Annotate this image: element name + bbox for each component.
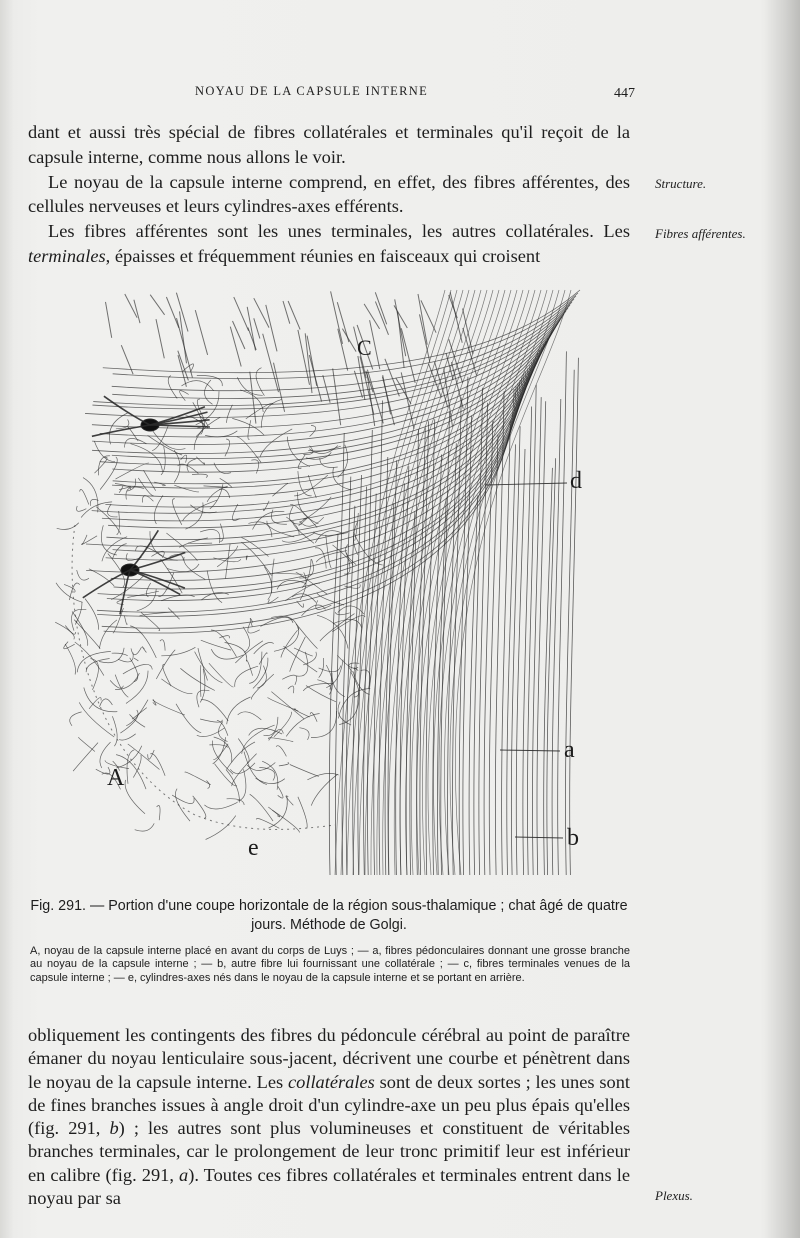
fiber-stroke — [209, 745, 227, 748]
fiber-stroke — [249, 652, 262, 684]
fiber-stroke — [77, 506, 87, 511]
fiber-stroke — [237, 437, 261, 463]
fiber-stroke — [77, 652, 111, 673]
fiber-stroke — [207, 781, 210, 789]
fiber-stroke — [298, 797, 307, 829]
fiber-stroke — [168, 608, 179, 619]
fiber-stroke — [128, 744, 160, 770]
label-e: e — [248, 835, 259, 861]
fiber-stroke — [303, 652, 316, 665]
paragraph-afferent-fibres — [28, 219, 630, 269]
fiber-stroke — [276, 746, 286, 757]
fiber-stroke — [150, 295, 164, 315]
fiber-stroke — [192, 474, 207, 477]
fiber-stroke — [65, 626, 75, 635]
fiber-stroke — [130, 553, 185, 571]
fiber-stroke — [227, 799, 245, 805]
fiber-stroke — [558, 351, 567, 875]
emphasis-a: a — [179, 1164, 189, 1185]
fiber-stroke — [233, 321, 245, 349]
fiber-stroke — [463, 328, 477, 375]
fiber-stroke — [135, 823, 155, 831]
fiber-stroke — [156, 319, 164, 358]
fiber-stroke — [266, 305, 277, 352]
fiber-stroke — [268, 698, 299, 711]
fiber-stroke — [243, 627, 250, 653]
fiber-stroke — [256, 368, 264, 396]
fiber-stroke — [142, 496, 153, 503]
fiber-stroke — [204, 486, 228, 487]
fiber-stroke — [235, 666, 258, 687]
fiber-stroke — [316, 551, 347, 563]
fiber-stroke — [246, 556, 247, 560]
fiber-drawing — [55, 290, 580, 875]
fiber-stroke — [197, 375, 222, 386]
text-run: ). Toutes ces fibres collatérales et terminales entrent dans le noyau par sa — [28, 1164, 630, 1209]
fiber-stroke — [126, 671, 148, 704]
text-run: , épaisses et fréquemment réunies en faisceaux qui croisent — [105, 245, 541, 266]
fiber-stroke — [227, 405, 233, 423]
fiber-stroke — [272, 483, 287, 496]
fiber-stroke — [154, 482, 165, 486]
fiber-stroke — [64, 584, 75, 592]
fiber-stroke — [311, 774, 337, 805]
fiber-stroke — [174, 450, 180, 482]
page-number: 447 — [614, 86, 635, 101]
fiber-stroke — [153, 700, 185, 715]
fiber-stroke — [278, 786, 283, 798]
fiber-stroke — [254, 642, 274, 653]
fiber-stroke — [134, 658, 138, 661]
fiber-stroke — [106, 302, 112, 338]
fiber-stroke — [382, 377, 394, 426]
fiber-stroke — [394, 305, 407, 328]
fiber-stroke — [269, 796, 288, 828]
fiber-stroke — [570, 358, 579, 875]
fiber-stroke — [112, 323, 558, 459]
fiber-stroke — [117, 511, 120, 535]
fiber-stroke — [364, 304, 380, 329]
fiber-stroke — [99, 620, 117, 649]
fiber-stroke — [207, 570, 222, 602]
fiber-stroke — [57, 523, 79, 530]
fiber-stroke — [309, 355, 321, 402]
fiber-stroke — [104, 396, 150, 425]
fiber-stroke — [112, 299, 574, 399]
fiber-stroke — [195, 652, 223, 683]
fiber-stroke — [133, 755, 141, 778]
fiber-stroke — [317, 680, 330, 690]
fiber-stroke — [377, 290, 487, 875]
fiber-stroke — [166, 297, 179, 328]
fiber-stroke — [204, 802, 237, 809]
fiber-stroke — [326, 535, 332, 568]
running-header — [195, 82, 635, 102]
fiber-stroke — [168, 376, 177, 399]
fiber-stroke — [188, 543, 212, 544]
fiber-stroke — [160, 640, 165, 651]
fiber-stroke — [110, 680, 123, 688]
text-run: obliquement les contingents des fibres du pédoncule cérébral au point de paraître émaner du noyau lenticulaire sous-jacent, décrivent une courbe et pénètrent dans le noyau de la capsule interne. Les — [28, 1025, 630, 1092]
label-d: d — [570, 468, 582, 494]
fiber-stroke — [209, 663, 234, 687]
fiber-stroke — [310, 425, 316, 436]
fiber-stroke — [260, 429, 292, 457]
fiber-stroke — [194, 417, 220, 450]
paragraph-continuation: dant et aussi très spécial de fibres collatérales et terminales qu'il reçoit de la capsule interne, comme nous allons le voir. — [28, 122, 630, 167]
fiber-stroke — [283, 301, 290, 324]
fiber-stroke — [124, 616, 127, 625]
golgi-histology-figure — [45, 285, 600, 885]
fiber-stroke — [290, 637, 306, 672]
paragraph-collaterals — [28, 1024, 630, 1210]
fiber-stroke — [180, 668, 214, 690]
fiber-stroke — [342, 329, 356, 352]
label-c: C — [357, 335, 372, 360]
fiber-stroke — [185, 772, 211, 785]
fiber-stroke — [181, 455, 187, 463]
fiber-stroke — [333, 369, 341, 426]
fiber-stroke — [263, 334, 279, 392]
fiber-stroke — [537, 401, 546, 875]
margin-note-plexus: Plexus. — [655, 1188, 693, 1203]
fiber-stroke — [259, 768, 275, 781]
fiber-stroke — [238, 712, 262, 720]
text-run: ) ; les autres sont plus volumineuses et constituent de véritables branches terminales, car le prolongement de leur tronc primitif leur est inférieur en calibre (fig. 291, — [28, 1118, 630, 1185]
fiber-stroke — [299, 728, 309, 740]
fiber-stroke — [254, 298, 269, 327]
fiber-stroke — [298, 471, 312, 496]
fiber-stroke — [152, 429, 186, 449]
fiber-stroke — [307, 773, 338, 779]
fiber-stroke — [100, 699, 113, 707]
fiber-stroke — [198, 648, 208, 680]
fiber-stroke — [268, 807, 280, 817]
fiber-stroke — [515, 837, 563, 838]
fiber-stroke — [70, 712, 82, 726]
fiber-stroke — [282, 675, 296, 685]
fiber-stroke — [119, 734, 136, 740]
fiber-stroke — [130, 570, 180, 595]
fiber-stroke — [274, 627, 299, 651]
fiber-stroke — [180, 391, 189, 401]
fiber-stroke — [115, 675, 128, 698]
fiber-stroke — [167, 564, 199, 572]
fiber-stroke — [186, 503, 204, 530]
fiber-stroke — [121, 345, 133, 374]
fiber-stroke — [103, 290, 580, 373]
fiber-stroke — [271, 692, 304, 719]
fiber-stroke — [180, 311, 187, 363]
fiber-stroke — [308, 475, 316, 498]
fiber-stroke — [156, 650, 175, 679]
fiber-stroke — [502, 421, 511, 875]
fiber-stroke — [375, 302, 388, 335]
fiber-stroke — [197, 728, 225, 737]
fiber-stroke — [116, 419, 129, 428]
fiber-stroke — [439, 290, 553, 875]
fiber-stroke — [418, 294, 427, 345]
fiber-stroke — [227, 742, 255, 769]
fiber-stroke — [200, 529, 220, 543]
fiber-stroke — [212, 741, 233, 775]
fiber-stroke — [83, 570, 130, 598]
fiber-stroke — [288, 301, 300, 329]
fiber-stroke — [262, 761, 278, 790]
fiber-stroke — [235, 641, 263, 663]
fiber-stroke — [161, 679, 192, 694]
fiber-stroke — [232, 754, 257, 787]
fiber-stroke — [211, 649, 244, 659]
fiber-stroke — [120, 710, 138, 733]
fiber-stroke — [211, 630, 237, 657]
label-a: a — [564, 737, 575, 763]
fiber-stroke — [297, 601, 304, 607]
running-title: NOYAU DE LA CAPSULE INTERNE — [195, 84, 429, 98]
fiber-stroke — [527, 385, 536, 875]
text-run: sont de deux sortes ; les unes sont de fines branches issues à angle droit d'un cylindre-axe un peu plus épais qu'elles (fig. 291, — [28, 1071, 630, 1139]
fiber-stroke — [131, 647, 142, 655]
fiber-stroke — [257, 666, 266, 689]
label-A: A — [107, 765, 125, 791]
margin-note-structure: Structure. — [655, 176, 707, 191]
fiber-stroke — [256, 819, 279, 829]
fiber-stroke — [313, 532, 348, 536]
label-b: b — [567, 825, 579, 851]
fiber-stroke — [113, 608, 124, 633]
fiber-stroke — [302, 559, 311, 588]
fiber-stroke — [234, 297, 249, 331]
fiber-stroke — [197, 690, 210, 707]
fiber-stroke — [323, 375, 330, 403]
fiber-stroke — [268, 738, 293, 742]
fiber-stroke — [85, 599, 99, 630]
fiber-stroke — [401, 372, 414, 428]
fiber-stroke — [200, 719, 222, 722]
fiber-stroke — [544, 468, 553, 875]
fiber-stroke — [112, 653, 128, 656]
fiber-stroke — [201, 700, 228, 721]
fiber-stroke — [253, 511, 285, 529]
fiber-stroke — [205, 431, 237, 437]
emphasis-collaterales: collatérales — [287, 1071, 375, 1092]
fiber-stroke — [200, 665, 201, 697]
fiber-stroke — [126, 487, 144, 500]
fiber-stroke — [55, 622, 74, 639]
fiber-stroke — [120, 570, 130, 614]
fiber-stroke — [248, 420, 251, 439]
fiber-stroke — [146, 583, 150, 597]
fiber-stroke — [254, 318, 260, 338]
fiber-stroke — [73, 743, 98, 772]
gutter-shadow — [764, 0, 800, 1238]
fiber-stroke — [375, 292, 386, 324]
fiber-stroke — [319, 658, 324, 678]
fiber-stroke — [154, 495, 163, 524]
fiber-stroke — [161, 647, 195, 656]
fiber-stroke — [420, 314, 430, 362]
emphasis-terminales: terminales — [28, 245, 106, 266]
fiber-stroke — [287, 437, 310, 467]
fiber-stroke — [64, 642, 75, 649]
fiber-stroke — [219, 636, 229, 639]
paragraph-structure: Le noyau de la capsule interne comprend, en effet, des fibres afférentes, des cellules nerveuses et leurs cylindres-axes efférents. — [28, 171, 630, 217]
fiber-stroke — [195, 310, 207, 355]
fiber-stroke — [161, 446, 165, 475]
fiber-stroke — [206, 816, 236, 840]
fiber-stroke — [401, 328, 415, 383]
fiber-stroke — [72, 612, 88, 646]
body-text-bottom — [28, 1024, 630, 1210]
margin-note-fibres-afferentes: Fibres afférentes. — [655, 226, 746, 241]
fiber-stroke — [196, 457, 204, 464]
fiber-stroke — [311, 711, 336, 737]
fiber-stroke — [127, 591, 158, 597]
fiber-stroke — [200, 669, 205, 703]
fiber-stroke — [296, 624, 318, 649]
fiber-stroke — [290, 765, 319, 777]
fiber-stroke — [98, 456, 110, 476]
fiber-stroke — [115, 673, 139, 689]
fiber-stroke — [77, 570, 89, 580]
fiber-stroke — [130, 626, 156, 658]
fiber-stroke — [256, 778, 285, 783]
fiber-stroke — [79, 737, 95, 751]
fiber-stroke — [331, 291, 343, 344]
fiber-stroke — [125, 780, 145, 814]
body-text-top — [28, 120, 630, 269]
fiber-stroke — [150, 754, 165, 776]
fiber-stroke — [395, 299, 406, 356]
fiber-stroke — [230, 327, 241, 367]
fiber-stroke — [108, 504, 118, 517]
fiber-stroke — [176, 704, 201, 733]
fiber-stroke — [225, 643, 247, 662]
fiber-stroke — [284, 646, 318, 672]
figure-legend: A, noyau de la capsule interne placé en avant du corps de Luys ; — a, fibres pédonculaires donnant une grosse branche au noyau de la capsule interne ; — b, autre fibre lui fournissant une collatérale ; — c, fibres terminales venues de la capsule interne ; — e, cylindres-axes nés dans le noyau de la capsule interne et se portant en arrière. — [30, 945, 630, 984]
fiber-stroke — [232, 504, 239, 521]
fiber-stroke — [288, 686, 294, 693]
fiber-stroke — [142, 647, 146, 653]
fiber-stroke — [157, 806, 160, 821]
fiber-stroke — [130, 530, 158, 570]
fiber-stroke — [226, 770, 240, 803]
fiber-stroke — [174, 485, 199, 492]
fiber-stroke — [279, 762, 289, 766]
fiber-stroke — [161, 559, 183, 593]
figure-caption: Fig. 291. — Portion d'une coupe horizontale de la région sous-thalamique ; chat âgé de quatre jours. Méthode de Golgi. — [30, 898, 628, 933]
emphasis-b: b — [109, 1118, 119, 1139]
fiber-stroke — [134, 300, 140, 323]
fiber-stroke — [552, 399, 561, 875]
fiber-stroke — [101, 525, 116, 555]
fiber-stroke — [80, 489, 89, 504]
fiber-stroke — [248, 622, 260, 633]
fiber-stroke — [227, 697, 251, 724]
fiber-stroke — [259, 653, 267, 665]
fiber-stroke — [81, 536, 97, 545]
fiber-stroke — [335, 612, 350, 615]
fiber-stroke — [469, 495, 478, 875]
fiber-stroke — [251, 460, 258, 474]
fiber-stroke — [421, 300, 436, 332]
text-run: Les fibres afférentes sont les unes terminales, les autres collatérales. Les — [48, 221, 630, 242]
fiber-stroke — [500, 750, 560, 751]
fiber-stroke — [71, 609, 86, 630]
fiber-stroke — [335, 433, 344, 875]
fiber-stroke — [281, 630, 298, 657]
fiber-stroke — [225, 439, 230, 456]
fiber-stroke — [112, 716, 117, 746]
fiber-stroke — [238, 739, 249, 764]
